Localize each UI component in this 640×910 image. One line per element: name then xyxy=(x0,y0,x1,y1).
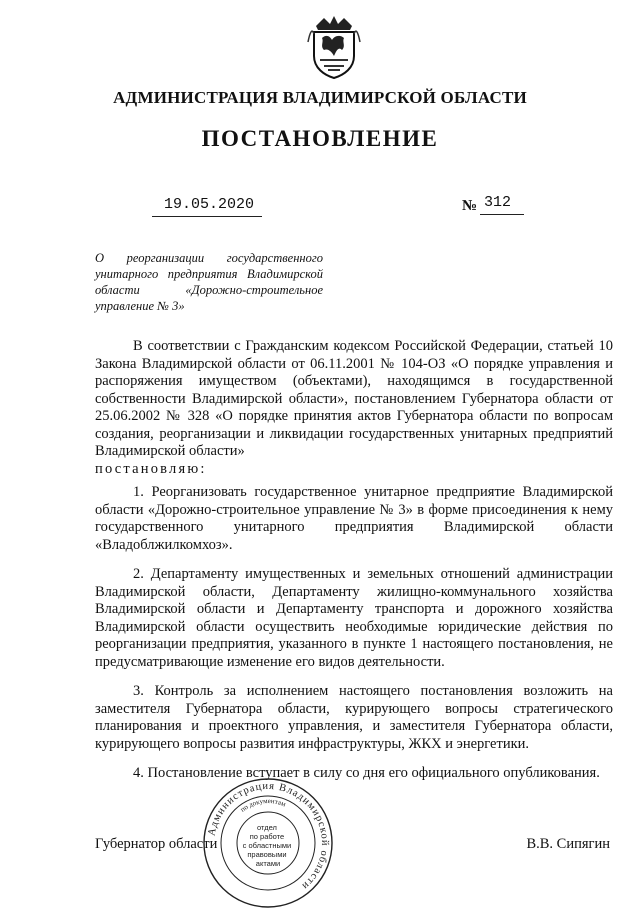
stamp-center-line: отдел xyxy=(257,823,277,832)
coat-of-arms-icon xyxy=(306,12,362,80)
stamp-inner-ring-text: по документам xyxy=(238,796,287,814)
signatory-name: В.В. Сипягин xyxy=(526,836,610,852)
stamp-center-line: с областными xyxy=(242,841,292,850)
svg-text:по документам xyxy=(239,797,288,814)
number-sign: № xyxy=(462,198,478,214)
organization-title: АДМИНИСТРАЦИЯ ВЛАДИМИРСКОЙ ОБЛАСТИ xyxy=(113,88,527,107)
list-item: 3. Контроль за исполнением настоящего постановления возложить на заместителя Губернатора области, курирующего вопросы стратегического планирования и проектного управления, и заместителя Губернатора области, курирующего вопросы развития инфраструктуры, ЖКХ и энергетики. xyxy=(95,683,613,752)
svg-text:отдел по работе с обла xyxy=(243,823,294,868)
official-stamp xyxy=(201,776,335,910)
list-item: 4. Постановление вступает в силу со дня его официального опубликования. xyxy=(133,765,600,781)
preamble-paragraph xyxy=(95,338,613,478)
stamp-center-line: актами xyxy=(255,859,281,868)
stamp-center-line: по работе xyxy=(249,832,285,841)
document-body xyxy=(95,338,613,795)
list-item: 2. Департаменту имущественных и земельных отношений администрации Владимирской области, Департаменту жилищно-коммунального хозяйства Владимирской области и Департаменту транспорта и дорожного хозяйства Владимирской области осуществить необходимые юридические действия по реорганизации предприятия, указанного в пункте 1 настоящего постановления, не предусматривающие изменение его видов деятельности. xyxy=(95,566,613,670)
stamp-center-line: правовыми xyxy=(247,850,287,859)
date-underline xyxy=(152,216,262,217)
document-date: 19.05.2020 xyxy=(164,196,255,213)
number-underline xyxy=(480,214,524,215)
signatory-title: Губернатор области xyxy=(95,836,218,852)
stamp-ring-text: Администрация Владимирской области xyxy=(206,780,331,892)
document-subject: О реорганизации государственного унитарного предприятия Владимирской области «Дорожно-строительное управление № 3» xyxy=(95,251,323,313)
decree-word: постановляю: xyxy=(95,460,207,477)
document-type-heading: ПОСТАНОВЛЕНИЕ xyxy=(201,126,439,151)
preamble-text: В соответствии с Гражданским кодексом Российской Федерации, статьей 10 Закона Владимирской области от 06.11.2001 № 104-ОЗ «О порядке управления и распоряжения имуществом (объектами), находящимся в государственной собственности Владимирской области», постановлением Губернатора области от 25.06.2002 № 328 «О порядке принятия актов Губернатора области по вопросам создания, реорганизации и ликвидации государственных унитарных предприятий Владимирской области» xyxy=(95,338,613,459)
document-number: 312 xyxy=(484,194,512,211)
list-item: 1. Реорганизовать государственное унитарное предприятие Владимирской области «Дорожно-строительное управление № 3» в форме присоединения к нему государственного унитарного предприятия Владимирской области «Владоблжилкомхоз». xyxy=(95,484,613,553)
